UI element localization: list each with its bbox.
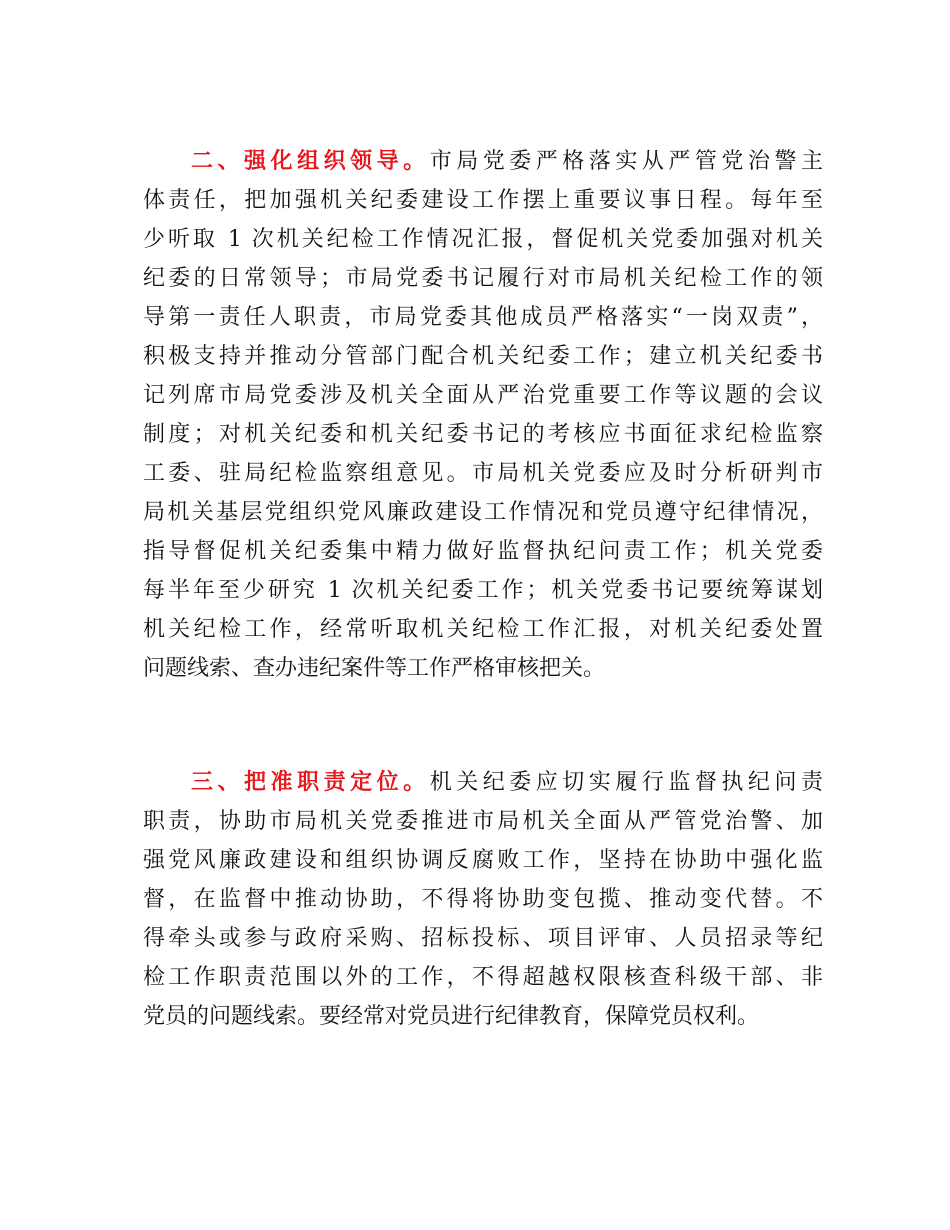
paragraph-line: 积极支持并推动分管部门配合机关纪委工作；建立机关纪委书 [143,344,823,369]
paragraph-line: 职责，协助市局机关党委推进市局机关全面从严管党治警、加 [143,809,823,834]
paragraph-line: 工委、驻局纪检监察组意见。市局机关党委应及时分析研判市 [143,461,823,486]
paragraph-line: 得牵头或参与政府采购、招标投标、项目评审、人员招录等纪 [143,926,823,951]
paragraph-text: 市局党委严格落实从严管党治警主 [429,149,823,174]
section-2-heading: 二、强化组织领导。 [191,149,430,174]
section-2-paragraph [143,142,823,688]
paragraph-line [143,763,823,802]
paragraph-line: 制度；对机关纪委和机关纪委书记的考核应书面征求纪检监察 [143,422,823,447]
paragraph-line: 强党风廉政建设和组织协调反腐败工作，坚持在协助中强化监 [143,848,823,873]
paragraph-line: 党员的问题线索。要经常对党员进行纪律教育，保障党员权利。 [143,1004,760,1029]
paragraph-line: 问题线索、查办违纪案件等工作严格审核把关。 [143,656,606,681]
paragraph-text: 机关纪委应切实履行监督执纪问责 [429,770,823,795]
paragraph-line [143,142,823,181]
paragraph-line: 督，在监督中推动协助，不得将协助变包揽、推动变代替。不 [143,887,823,912]
paragraph-line: 检工作职责范围以外的工作，不得超越权限核查科级干部、非 [143,965,823,990]
section-3-paragraph [143,763,823,1036]
paragraph-line: 少听取 1 次机关纪检工作情况汇报，督促机关党委加强对机关 [143,227,823,252]
paragraph-line: 局机关基层党组织党风廉政建设工作情况和党员遵守纪律情况， [143,500,823,525]
paragraph-line: 机关纪检工作，经常听取机关纪检工作汇报，对机关纪委处置 [143,617,823,642]
paragraph-line: 记列席市局党委涉及机关全面从严治党重要工作等议题的会议 [143,383,823,408]
paragraph-line: 指导督促机关纪委集中精力做好监督执纪问责工作；机关党委 [143,539,823,564]
paragraph-line: 纪委的日常领导；市局党委书记履行对市局机关纪检工作的领 [143,266,823,291]
paragraph-line: 导第一责任人职责，市局党委其他成员严格落实“一岗双责”， [143,305,823,330]
paragraph-line: 体责任，把加强机关纪委建设工作摆上重要议事日程。每年至 [143,188,823,213]
paragraph-line: 每半年至少研究 1 次机关纪委工作；机关党委书记要统筹谋划 [143,578,823,603]
section-3-heading: 三、把准职责定位。 [191,770,430,795]
